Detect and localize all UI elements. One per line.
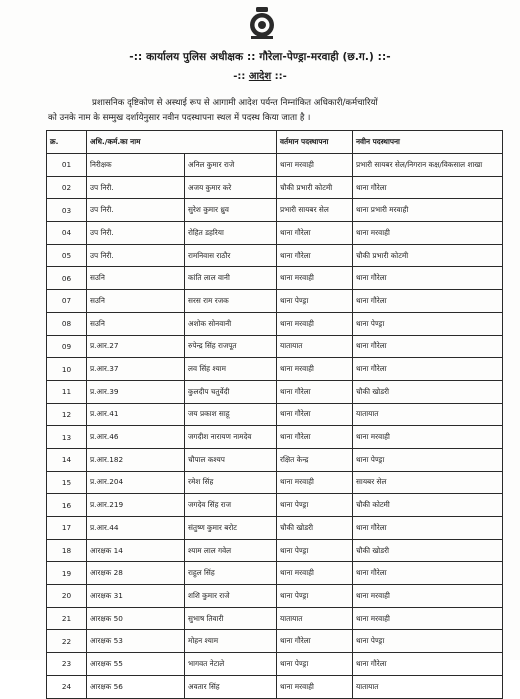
cell-new-posting: प्रभारी सायबर सेल/निगरान कक्ष/विकसाल शाखा (353, 154, 503, 177)
cell-serial: 03 (47, 199, 87, 222)
header-serial: क्र. (47, 131, 87, 154)
cell-serial: 23 (47, 653, 87, 676)
cell-name: कांति लाल वानी (185, 267, 277, 290)
order-prefix: -:: (233, 71, 246, 82)
cell-current-posting: थाना गौरेला (277, 244, 353, 267)
cell-new-posting: थाना मरवाही (353, 426, 503, 449)
cell-serial: 20 (47, 585, 87, 608)
cell-serial: 24 (47, 675, 87, 698)
cell-current-posting: थाना पेण्ड्रा (277, 539, 353, 562)
cell-rank: प्र.आर.41 (87, 403, 185, 426)
table-header-row (47, 131, 503, 154)
table-row (47, 335, 503, 358)
table-row (47, 290, 503, 313)
cell-serial: 18 (47, 539, 87, 562)
cell-rank: सउनि (87, 312, 185, 335)
cell-current-posting: थाना मरवाही (277, 675, 353, 698)
cell-rank: आरक्षक 53 (87, 630, 185, 653)
table-row (47, 585, 503, 608)
table-row (47, 539, 503, 562)
cell-current-posting: थाना गौरेला (277, 380, 353, 403)
cell-current-posting: थाना मरवाही (277, 471, 353, 494)
cell-name: भागवत नेटाले (185, 653, 277, 676)
cell-current-posting: थाना मरवाही (277, 154, 353, 177)
cell-rank: प्र.आर.204 (87, 471, 185, 494)
cell-new-posting: चौकी कोटमी (353, 494, 503, 517)
cell-serial: 14 (47, 448, 87, 471)
cell-current-posting: चौकी खोडरी (277, 517, 353, 540)
cell-serial: 02 (47, 176, 87, 199)
cell-name: चौपाल कश्यप (185, 448, 277, 471)
cell-rank: आरक्षक 28 (87, 562, 185, 585)
table-row (47, 222, 503, 245)
cell-serial: 07 (47, 290, 87, 313)
cell-serial: 19 (47, 562, 87, 585)
cell-name: कुलदीप चतुर्वेदी (185, 380, 277, 403)
cell-name: सुभाष तिवारी (185, 607, 277, 630)
header-new-posting: नवीन पदस्थापना (353, 131, 503, 154)
table-row (47, 403, 503, 426)
order-paragraph-line-1: प्रशासनिक दृष्टिकोण से अस्थाई रूप से आगामी आदेश पर्यन्त निम्नांकित अधिकारी/कर्मचारियों (92, 98, 378, 108)
cell-name: रमेश सिंह (185, 471, 277, 494)
cell-name: जगदेव सिंह राज (185, 494, 277, 517)
cell-serial: 06 (47, 267, 87, 290)
cell-name: मोहन श्याम (185, 630, 277, 653)
cell-serial: 12 (47, 403, 87, 426)
cell-name: रुपेन्द्र सिंह राजपूत (185, 335, 277, 358)
header-current-posting: वर्तमान पदस्थापना (277, 131, 353, 154)
cell-current-posting: यातायात (277, 335, 353, 358)
table-row (47, 448, 503, 471)
cell-new-posting: चौकी प्रभारी कोटमी (353, 244, 503, 267)
cell-name: अशोक सोनवानी (185, 312, 277, 335)
order-title-line (0, 68, 520, 82)
cell-name: जय प्रकाश साहू (185, 403, 277, 426)
cell-name: अजय कुमार करे (185, 176, 277, 199)
cell-new-posting: थाना गौरेला (353, 653, 503, 676)
cell-current-posting: थाना गौरेला (277, 630, 353, 653)
cell-serial: 08 (47, 312, 87, 335)
table-row (47, 517, 503, 540)
cell-name: राहुल सिंह (185, 562, 277, 585)
cell-current-posting: थाना मरवाही (277, 358, 353, 381)
cell-current-posting: थाना पेण्ड्रा (277, 585, 353, 608)
cell-rank: प्र.आर.44 (87, 517, 185, 540)
cell-current-posting: थाना गौरेला (277, 222, 353, 245)
table-row (47, 426, 503, 449)
cell-new-posting: यातायात (353, 675, 503, 698)
cell-serial: 11 (47, 380, 87, 403)
cell-new-posting: थाना गौरेला (353, 267, 503, 290)
cell-new-posting: चौकी खोडरी (353, 539, 503, 562)
table-row (47, 154, 503, 177)
order-suffix: ::- (274, 71, 287, 82)
cell-new-posting: थाना गौरेला (353, 358, 503, 381)
cell-name: संतुष्ण कुमार बरोट (185, 517, 277, 540)
table-row (47, 471, 503, 494)
cell-new-posting: सायबर सेल (353, 471, 503, 494)
cell-serial: 01 (47, 154, 87, 177)
cell-serial: 13 (47, 426, 87, 449)
cell-new-posting: थाना गौरेला (353, 335, 503, 358)
cell-name: श्याम लाल गवेल (185, 539, 277, 562)
cell-serial: 04 (47, 222, 87, 245)
cell-current-posting: थाना मरवाही (277, 312, 353, 335)
table-row (47, 244, 503, 267)
police-emblem-icon (247, 6, 277, 40)
cell-name: शशि कुमार राजे (185, 585, 277, 608)
order-title: आदेश (248, 71, 272, 82)
cell-rank: प्र.आर.219 (87, 494, 185, 517)
cell-current-posting: चौकी प्रभारी कोटमी (277, 176, 353, 199)
table-row (47, 562, 503, 585)
cell-name: अवतार सिंह (185, 675, 277, 698)
cell-rank: प्र.आर.182 (87, 448, 185, 471)
cell-rank: उप निरी. (87, 199, 185, 222)
cell-new-posting: यातायात (353, 403, 503, 426)
order-paragraph-line-2: को उनके नाम के सम्मुख दर्शायेनुसार नवीन पदस्थापना स्थल में पदस्थ किया जाता है । (48, 113, 311, 123)
cell-current-posting: यातायात (277, 607, 353, 630)
cell-serial: 21 (47, 607, 87, 630)
cell-current-posting: थाना पेण्ड्रा (277, 494, 353, 517)
table-row (47, 312, 503, 335)
cell-new-posting: थाना गौरेला (353, 176, 503, 199)
cell-new-posting: थाना मरवाही (353, 585, 503, 608)
cell-new-posting: थाना गौरेला (353, 562, 503, 585)
cell-serial: 05 (47, 244, 87, 267)
cell-rank: प्र.आर.37 (87, 358, 185, 381)
cell-new-posting: थाना पेण्ड्रा (353, 630, 503, 653)
cell-serial: 22 (47, 630, 87, 653)
cell-new-posting: थाना पेण्ड्रा (353, 448, 503, 471)
cell-serial: 09 (47, 335, 87, 358)
cell-new-posting: थाना गौरेला (353, 517, 503, 540)
cell-name: सरस राम रजक (185, 290, 277, 313)
table-row (47, 199, 503, 222)
cell-new-posting: थाना पेण्ड्रा (353, 312, 503, 335)
table-row (47, 380, 503, 403)
cell-rank: प्र.आर.27 (87, 335, 185, 358)
table-row (47, 494, 503, 517)
cell-name: जगदीश नारायण नामदेव (185, 426, 277, 449)
cell-name: लव सिंह श्याम (185, 358, 277, 381)
cell-current-posting: रक्षित केन्द्र (277, 448, 353, 471)
table-row (47, 607, 503, 630)
cell-serial: 15 (47, 471, 87, 494)
cell-rank: उप निरी. (87, 176, 185, 199)
cell-current-posting: थाना मरवाही (277, 267, 353, 290)
cell-name: सुरेश कुमार ध्रुव (185, 199, 277, 222)
cell-new-posting: थाना प्रभारी मरवाही (353, 199, 503, 222)
cell-new-posting: चौकी खोडरी (353, 380, 503, 403)
table-row (47, 675, 503, 698)
cell-rank: आरक्षक 14 (87, 539, 185, 562)
cell-rank: उप निरी. (87, 244, 185, 267)
table-row (47, 653, 503, 676)
cell-current-posting: प्रभारी सायबर सेल (277, 199, 353, 222)
cell-rank: उप निरी. (87, 222, 185, 245)
table-row (47, 630, 503, 653)
cell-rank: आरक्षक 50 (87, 607, 185, 630)
transfer-table (46, 130, 503, 699)
cell-serial: 16 (47, 494, 87, 517)
table-row (47, 358, 503, 381)
cell-name: रोहित डहरिया (185, 222, 277, 245)
cell-rank: सउनि (87, 267, 185, 290)
cell-rank: आरक्षक 55 (87, 653, 185, 676)
cell-name: अनिल कुमार राजे (185, 154, 277, 177)
cell-rank: सउनि (87, 290, 185, 313)
cell-current-posting: थाना पेण्ड्रा (277, 290, 353, 313)
cell-current-posting: थाना गौरेला (277, 426, 353, 449)
cell-rank: निरीक्षक (87, 154, 185, 177)
cell-rank: प्र.आर.39 (87, 380, 185, 403)
header-name: अधि./कर्म.का नाम (87, 131, 277, 154)
cell-new-posting: थाना मरवाही (353, 222, 503, 245)
cell-current-posting: थाना गौरेला (277, 403, 353, 426)
cell-current-posting: थाना पेण्ड्रा (277, 653, 353, 676)
cell-serial: 17 (47, 517, 87, 540)
cell-rank: आरक्षक 56 (87, 675, 185, 698)
table-row (47, 267, 503, 290)
cell-name: रामनिवास राठौर (185, 244, 277, 267)
cell-new-posting: थाना गौरेला (353, 290, 503, 313)
cell-current-posting: थाना मरवाही (277, 562, 353, 585)
cell-serial: 10 (47, 358, 87, 381)
cell-rank: आरक्षक 31 (87, 585, 185, 608)
cell-rank: प्र.आर.46 (87, 426, 185, 449)
table-row (47, 176, 503, 199)
office-heading: -:: कार्यालय पुलिस अधीक्षक :: गौरेला-पेण्ड्रा-मरवाही (छ.ग.) ::- (129, 51, 391, 63)
cell-new-posting: थाना मरवाही (353, 607, 503, 630)
